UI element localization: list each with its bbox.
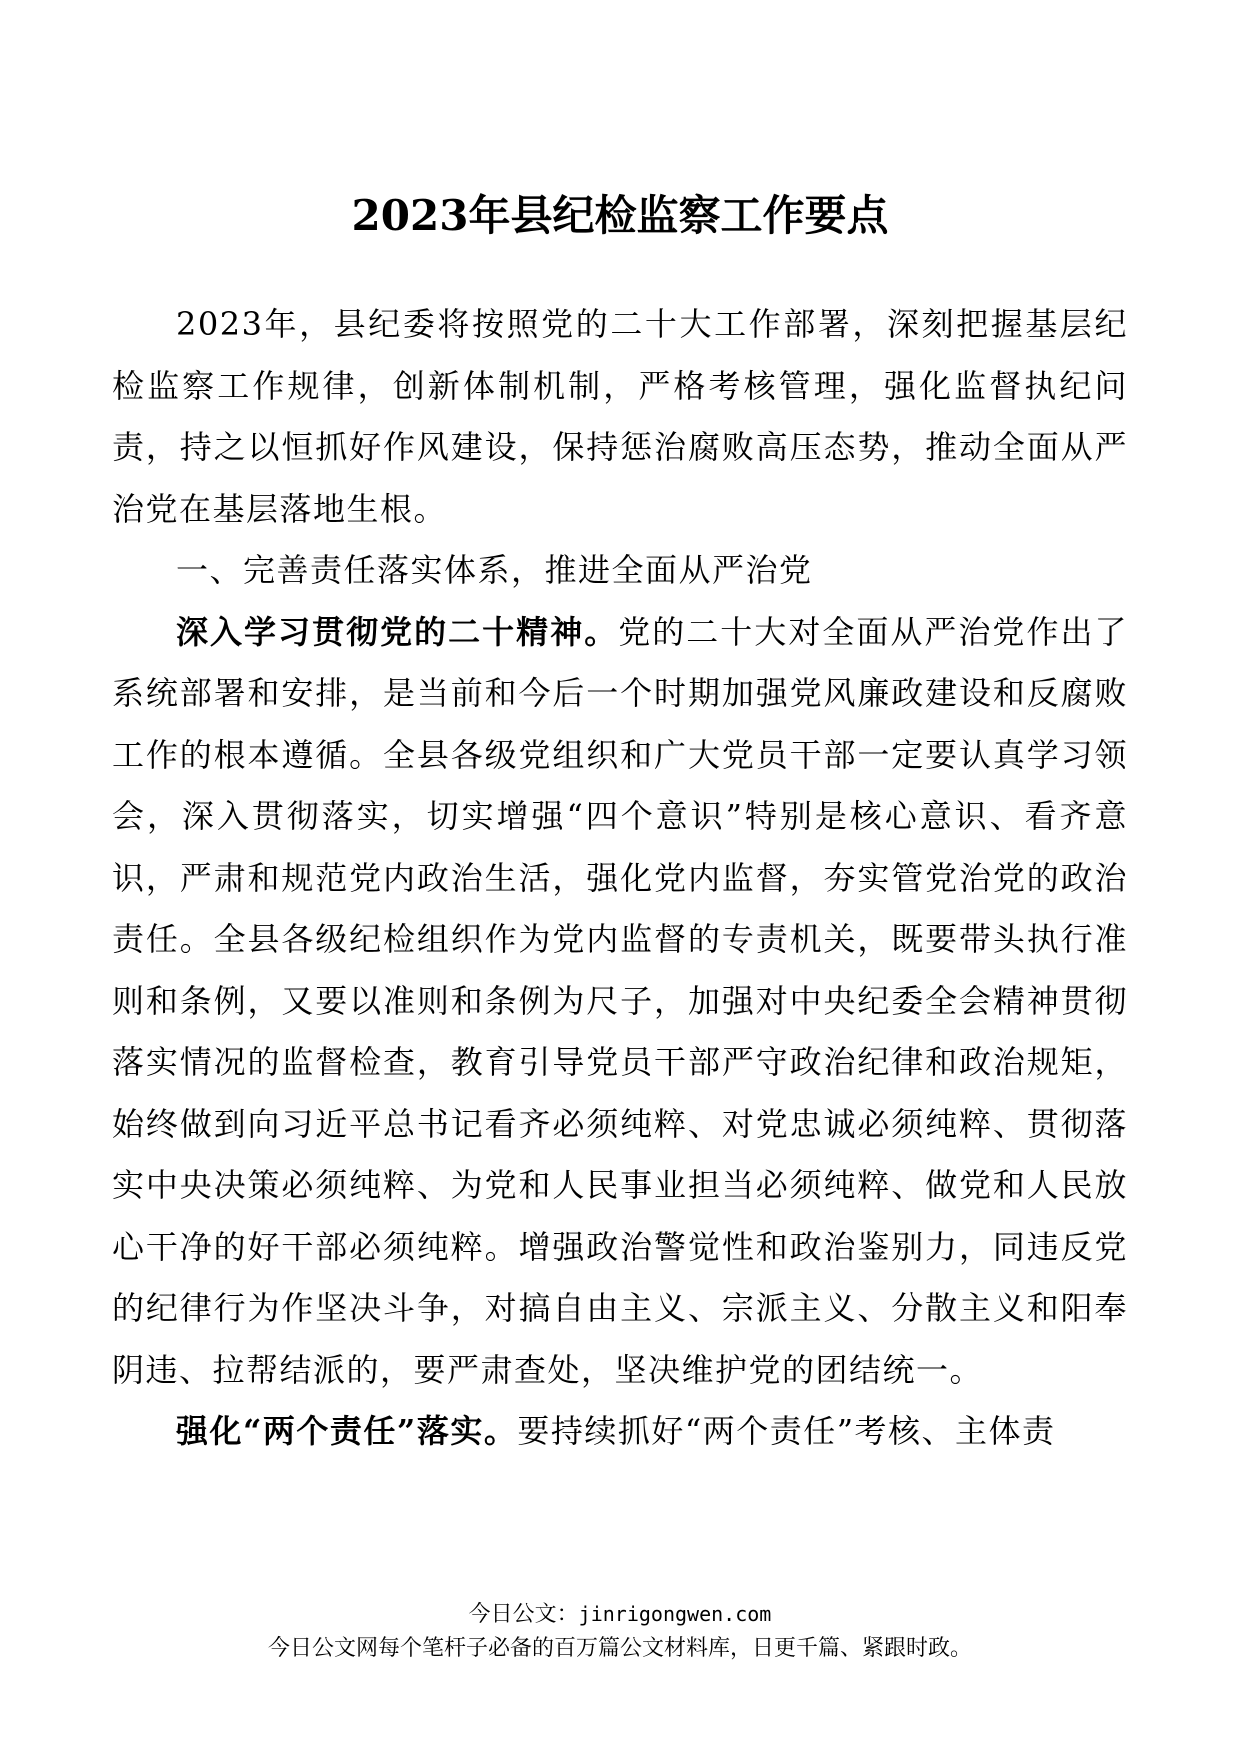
- section-item-paragraph: [112, 1401, 1128, 1463]
- section-item-paragraph: [112, 602, 1128, 1402]
- document-body: [112, 294, 1128, 1463]
- item-body-text: 要持续抓好“两个责任”考核、主体责: [517, 1412, 1056, 1450]
- item-lead-text: 强化“两个责任”落实。: [176, 1412, 518, 1450]
- section-heading: 一、完善责任落实体系，推进全面从严治党: [176, 551, 813, 589]
- intro-paragraph: 2023年，县纪委将按照党的二十大工作部署，深刻把握基层纪检监察工作规律，创新体制机制，严格考核管理，强化监督执纪问责，持之以恒抓好作风建设，保持惩治腐败高压态势，推动全面从严治党在基层落地生根。: [112, 305, 1128, 528]
- footer-site-label: 今日公文：: [468, 1602, 579, 1627]
- item-lead-text: 深入学习贯彻党的二十精神。: [176, 612, 619, 651]
- footer-site-url[interactable]: jinrigongwen.com: [578, 1602, 772, 1626]
- item-body-text: 党的二十大对全面从严治党作出了系统部署和安排，是当前和今后一个时期加强党风廉政建设和反腐败工作的根本遵循。全县各级党组织和广大党员干部一定要认真学习领会，深入贯彻落实，切实增强“四个意识”特别是核心意识、看齐意识，严肃和规范党内政治生活，强化党内监督，夯实管党治党的政治责任。全县各级纪检组织作为党内监督的专责机关，既要带头执行准则和条例，又要以准则和条例为尺子，加强对中央纪委全会精神贯彻落实情况的监督检查，教育引导党员干部严守政治纪律和政治规矩，始终做到向习近平总书记看齐必须纯粹、对党忠诚必须纯粹、贯彻落实中央决策必须纯粹、为党和人民事业担当必须纯粹、做党和人民放心干净的好干部必须纯粹。增强政治警觉性和政治鉴别力，同违反党的纪律行为作坚决斗争，对搞自由主义、宗派主义、分散主义和阳奉阴违、拉帮结派的，要严肃查处，坚决维护党的团结统一。: [112, 612, 1128, 1389]
- document-title: 2023年县纪检监察工作要点: [351, 191, 889, 240]
- footer-site-line: [0, 1598, 1240, 1631]
- footer-slogan: 今日公文网每个笔杆子必备的百万篇公文材料库，日更千篇、紧跟时政。: [267, 1636, 972, 1661]
